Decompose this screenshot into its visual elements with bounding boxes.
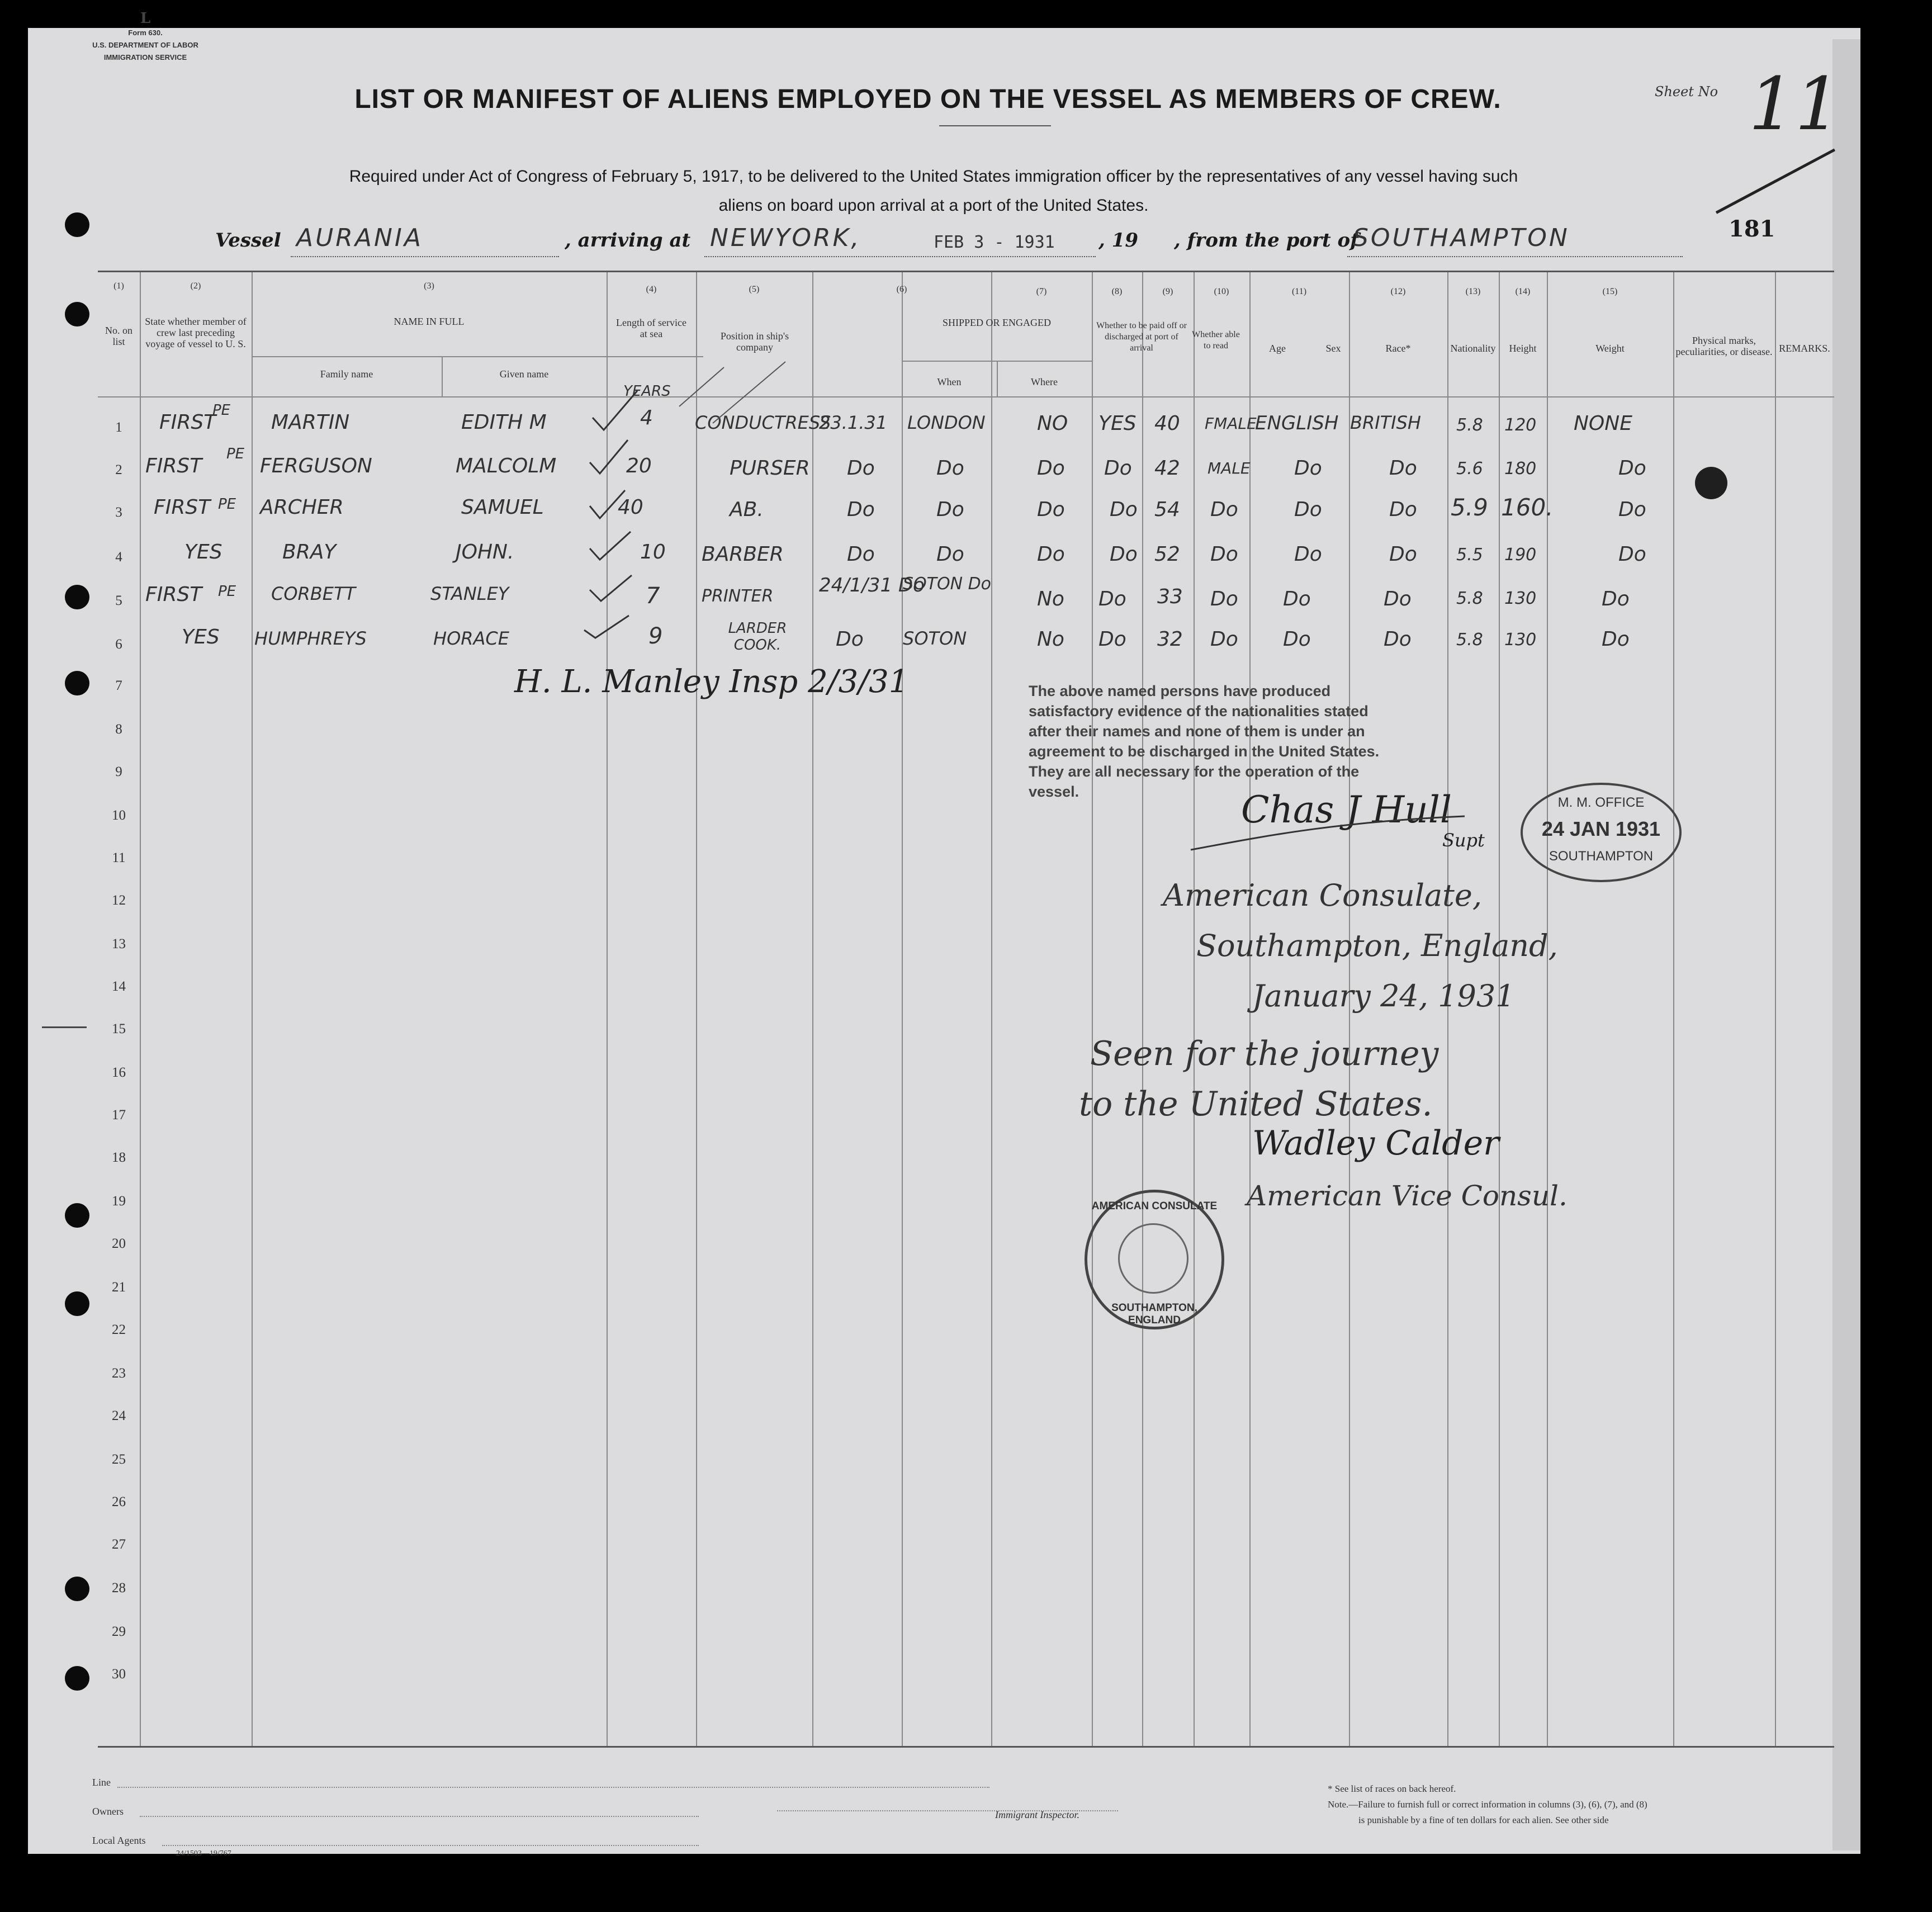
vessel-underline: [291, 256, 559, 257]
header-physical: Physical marks, peculiarities, or disease.: [1675, 335, 1773, 357]
row1-nationality: BRITISH: [1350, 412, 1421, 433]
ink-blot: [1695, 467, 1727, 499]
row3-sex: Do: [1210, 498, 1238, 521]
row1-age: 40: [1154, 412, 1180, 435]
row1-position: CONDUCTRESS: [695, 412, 831, 433]
consulate-seal: [1085, 1190, 1224, 1329]
arriving-label: , arriving at: [565, 229, 691, 252]
row1-paid: NO: [1037, 412, 1068, 435]
row6-weight: 130: [1504, 630, 1537, 650]
row-number: 21: [112, 1280, 126, 1295]
row-number: 19: [112, 1194, 126, 1209]
header-no-on-list: No. on list: [105, 325, 132, 347]
document-subtitle: [190, 162, 1677, 220]
row-number: 9: [115, 764, 122, 779]
row5-family: CORBETT: [271, 583, 356, 604]
row5-physical: Do: [1602, 588, 1630, 610]
row4-read: Do: [1110, 543, 1138, 566]
row6-race: Do: [1283, 628, 1311, 651]
row-number: 22: [112, 1322, 126, 1337]
punch-hole: [65, 1577, 89, 1601]
row5-position: PRINTER: [702, 586, 774, 606]
subtitle-line-1: Required under Act of Congress of February 5, 1917, to be delivered to the United States immigration officer by the representatives of any vessel having such: [349, 167, 1518, 186]
row6-service: 9: [648, 623, 663, 649]
row-number: 13: [112, 936, 126, 952]
seal-bottom-text: SOUTHAMPTON, ENGLAND: [1111, 1302, 1197, 1326]
footer-note-line-2: is punishable by a fine of ten dollars for each alien. See other side: [1358, 1815, 1609, 1825]
row-number: 5: [115, 593, 122, 608]
row3-race: Do: [1294, 498, 1322, 521]
row4-sex: Do: [1210, 543, 1238, 566]
colnum-8: (8): [1111, 287, 1123, 296]
footer-inspector: Immigrant Inspector.: [995, 1809, 1079, 1820]
vessel-name: AURANIA: [296, 224, 423, 252]
consulate-line-1: American Consulate,: [1163, 878, 1483, 913]
row5-paid: No: [1037, 588, 1064, 610]
row5-height: 5.8: [1456, 589, 1483, 608]
row2-weight: 180: [1504, 459, 1537, 479]
margin-tick: [42, 1026, 87, 1028]
row1-pe: PE: [212, 402, 231, 419]
row-number: 23: [112, 1366, 126, 1381]
row4-position: BARBER: [702, 543, 784, 566]
row-number: 12: [112, 893, 126, 908]
row1-race: ENGLISH: [1255, 412, 1339, 434]
header-given-name: Given name: [499, 368, 549, 380]
consulate-line-3: January 24, 1931: [1252, 978, 1515, 1014]
sheet-number: 11: [1749, 61, 1841, 146]
colnum-15: (15): [1602, 287, 1618, 296]
row-number: 30: [112, 1667, 126, 1682]
footer-races-note: * See list of races on back hereof.: [1328, 1783, 1456, 1794]
row2-physical: Do: [1618, 457, 1646, 480]
header-family-name: Family name: [320, 368, 373, 380]
row5-crew: FIRST: [145, 583, 202, 606]
colnum-7: (7): [1036, 287, 1047, 296]
punch-hole: [65, 1203, 89, 1228]
row1-physical: NONE: [1574, 412, 1632, 435]
header-where: Where: [1031, 376, 1058, 387]
years-note: YEARS: [623, 383, 671, 400]
row4-paid: Do: [1037, 543, 1065, 566]
row6-sex: Do: [1210, 628, 1238, 651]
header-height: Height: [1509, 343, 1537, 354]
row4-weight: 190: [1504, 545, 1537, 565]
row4-nationality: Do: [1389, 543, 1417, 566]
row3-service: 40: [618, 496, 643, 519]
row6-height: 5.8: [1456, 630, 1483, 650]
footer-line-label: Line: [92, 1777, 111, 1788]
row6-given: HORACE: [433, 628, 509, 649]
check-marks: [98, 272, 1834, 697]
form-header: [45, 12, 246, 64]
row4-physical: Do: [1618, 543, 1646, 566]
row6-family: HUMPHREYS: [254, 628, 367, 649]
row-number: 6: [115, 637, 122, 652]
row3-physical: Do: [1618, 498, 1646, 521]
master-title: Supt: [1442, 830, 1485, 851]
footer-owners-label: Owners: [92, 1806, 124, 1817]
footer-note-line-1: Note.—Failure to furnish full or correct information in columns (3), (6), (7), and (8): [1328, 1799, 1647, 1810]
mm-stamp-bottom: SOUTHAMPTON: [1549, 849, 1654, 864]
row1-sex: FMALE: [1205, 414, 1257, 433]
master-signature: Chas J Hull: [1241, 788, 1452, 831]
row3-position: AB.: [730, 498, 764, 521]
row3-given: SAMUEL: [461, 496, 544, 519]
colnum-1: (1): [113, 281, 124, 291]
eagle-emblem-icon: [1118, 1223, 1188, 1294]
from-port-label: , from the port of: [1174, 229, 1358, 252]
punch-hole: [65, 212, 89, 237]
row6-paid: No: [1037, 628, 1064, 651]
header-position: Position in ship's company: [720, 330, 789, 353]
seen-line-1: Seen for the journey: [1090, 1034, 1439, 1073]
row2-when: Do: [847, 457, 875, 480]
colnum-13: (13): [1465, 287, 1481, 296]
row-number: 24: [112, 1408, 126, 1423]
row-number: 29: [112, 1624, 126, 1639]
row2-pe: PE: [226, 446, 245, 462]
row3-read: Do: [1110, 498, 1138, 521]
arrival-date-stamp: FEB 3 - 1931: [934, 233, 1055, 252]
row2-read: Do: [1104, 457, 1132, 480]
punch-hole: [65, 671, 89, 695]
from-port-underline: [1347, 256, 1683, 257]
header-age: Age: [1269, 343, 1286, 354]
row5-where: SOTON Do: [903, 574, 992, 594]
row-number: 7: [115, 678, 122, 693]
row3-age: 54: [1154, 498, 1180, 521]
row2-given: MALCOLM: [456, 455, 557, 477]
row2-where: Do: [936, 457, 964, 480]
row-number: 14: [112, 979, 126, 994]
row2-family: FERGUSON: [260, 455, 372, 477]
vice-consul-title: American Vice Consul.: [1247, 1180, 1568, 1212]
mm-stamp-date: 24 JAN 1931: [1541, 817, 1661, 840]
row1-where: LONDON: [907, 412, 986, 433]
arriving-underline: [704, 256, 1096, 257]
row3-paid: Do: [1037, 498, 1065, 521]
header-nationality: Nationality: [1450, 343, 1496, 354]
row-number: 26: [112, 1494, 126, 1509]
row4-crew: YES: [184, 541, 222, 564]
row1-crew: FIRST: [159, 411, 216, 434]
row4-service: 10: [640, 541, 666, 564]
colnum-5: (5): [749, 285, 760, 294]
row-number: 10: [112, 808, 126, 823]
row3-when: Do: [847, 498, 875, 521]
row-number: 27: [112, 1537, 126, 1552]
header-paid-off: Whether to be paid off or discharged at port of arrival: [1096, 321, 1187, 353]
colnum-10: (10): [1214, 287, 1229, 296]
vice-consul-signature: Wadley Calder: [1252, 1124, 1499, 1163]
colnum-2: (2): [190, 281, 201, 291]
seal-top-text: AMERICAN CONSULATE: [1091, 1200, 1218, 1212]
subtitle-line-2: aliens on board upon arrival at a port of the United States.: [718, 196, 1149, 215]
row-number: 17: [112, 1108, 126, 1123]
header-state-whether: State whether member of crew last preceding voyage of vessel to U. S.: [145, 316, 247, 349]
header-able-to-read: Whether able to read: [1192, 330, 1240, 351]
row2-race: Do: [1294, 457, 1322, 480]
row3-where: Do: [936, 498, 964, 521]
row6-crew: YES: [182, 626, 220, 649]
row4-age: 52: [1154, 543, 1180, 566]
sheet-label: Sheet No: [1655, 84, 1718, 100]
row3-nationality: Do: [1389, 498, 1417, 521]
colnum-9: (9): [1162, 287, 1173, 296]
row1-read: YES: [1098, 412, 1137, 435]
punch-hole: [65, 585, 89, 609]
row6-position: LARDER COOK.: [728, 620, 787, 654]
row3-crew: FIRST: [154, 496, 211, 519]
header-name-in-full: NAME IN FULL: [394, 316, 465, 327]
seen-line-2: to the United States.: [1079, 1085, 1433, 1124]
row-number: 25: [112, 1452, 126, 1467]
header-race: Race*: [1385, 343, 1411, 354]
row3-height: 5.9: [1451, 494, 1488, 521]
row4-where: Do: [936, 543, 964, 566]
row-number: 1: [115, 420, 122, 435]
header-remarks: REMARKS.: [1779, 343, 1830, 354]
row-number: 3: [115, 505, 122, 520]
row6-nationality: Do: [1384, 628, 1412, 651]
footer-print-code: 24/1503—19/767: [176, 1849, 231, 1858]
row-number: 8: [115, 722, 122, 737]
colnum-14: (14): [1515, 287, 1531, 296]
year-label: , 19: [1098, 229, 1138, 252]
row-number: 2: [115, 462, 122, 477]
row2-paid: Do: [1037, 457, 1065, 480]
row-number: 18: [112, 1150, 126, 1165]
from-port: SOUTHAMPTON: [1353, 224, 1570, 252]
row5-given: STANLEY: [430, 583, 509, 604]
inspector-signature: H. L. Manley Insp 2/3/31: [514, 664, 909, 700]
row6-read: Do: [1098, 628, 1126, 651]
row5-pe: PE: [218, 583, 236, 600]
row2-nationality: Do: [1389, 457, 1417, 480]
row-number: 15: [112, 1021, 126, 1037]
row1-height: 5.8: [1456, 415, 1483, 435]
row-number: 28: [112, 1580, 126, 1596]
footer-line-dots: [117, 1787, 989, 1788]
row2-service: 20: [626, 455, 652, 477]
row5-nationality: Do: [1384, 588, 1412, 610]
row6-age: 32: [1157, 628, 1183, 651]
row6-physical: Do: [1602, 628, 1630, 651]
row3-weight: 160.: [1501, 494, 1554, 521]
page-edge: [1832, 39, 1860, 1851]
row5-race: Do: [1283, 588, 1311, 610]
crew-table: [98, 271, 1834, 1748]
colnum-3: (3): [424, 281, 434, 291]
punch-hole: [65, 1666, 89, 1691]
row2-height: 5.6: [1456, 459, 1483, 479]
mm-office-stamp: [1521, 783, 1682, 882]
row3-pe: PE: [218, 496, 236, 513]
row4-when: Do: [847, 543, 875, 566]
header-shipped: SHIPPED OR ENGAGED: [942, 317, 1051, 328]
row1-family: MARTIN: [271, 411, 350, 434]
footer-agents-dots: [162, 1845, 699, 1846]
row5-age: 33: [1157, 585, 1183, 608]
row5-read: Do: [1098, 588, 1126, 610]
row5-service: 7: [646, 583, 660, 609]
signature-flourish: [1185, 805, 1476, 855]
row-number: 20: [112, 1236, 126, 1251]
row4-height: 5.5: [1456, 545, 1483, 565]
title-rule: [939, 125, 1051, 126]
row3-family: ARCHER: [260, 496, 344, 519]
row-number: 16: [112, 1065, 126, 1080]
footer-agents-label: Local Agents: [92, 1835, 146, 1846]
row2-age: 42: [1154, 457, 1180, 480]
row1-weight: 120: [1504, 415, 1537, 435]
row2-sex: MALE: [1208, 459, 1251, 477]
row5-sex: Do: [1210, 588, 1238, 610]
row4-family: BRAY: [282, 541, 337, 564]
header-length-service: Length of service at sea: [616, 317, 686, 339]
document-title: LIST OR MANIFEST OF ALIENS EMPLOYED ON THE VESSEL AS MEMBERS OF CREW.: [354, 84, 1502, 114]
row5-when: 24/1/31 Do: [819, 574, 925, 597]
department: U.S. DEPARTMENT OF LABOR: [92, 41, 198, 49]
row5-weight: 130: [1504, 589, 1537, 608]
row-number: 11: [112, 850, 126, 865]
row2-crew: FIRST: [145, 455, 202, 477]
colnum-12: (12): [1390, 287, 1406, 296]
consulate-line-2: Southampton, England,: [1196, 928, 1558, 963]
row1-service: 4: [640, 406, 653, 429]
colnum-4: (4): [646, 285, 657, 294]
footer-owners-dots: [140, 1816, 699, 1817]
punch-hole: [65, 1291, 89, 1316]
form-mark: L: [140, 10, 151, 27]
sheet-count: 181: [1729, 216, 1775, 242]
header-weight: Weight: [1595, 343, 1625, 354]
row1-when: 23.1.31: [819, 412, 888, 433]
mm-stamp-top: M. M. OFFICE: [1557, 795, 1645, 810]
row-number: 4: [115, 550, 122, 565]
row6-when: Do: [836, 628, 864, 651]
colnum-11: (11): [1291, 287, 1307, 296]
arriving-port: NEWYORK,: [710, 224, 861, 252]
row1-given: EDITH M: [461, 411, 547, 434]
punch-hole: [65, 302, 89, 326]
header-sex: Sex: [1325, 343, 1341, 354]
form-number: Form 630.: [128, 29, 163, 37]
nationality-statement: The above named persons have produced satisfactory evidence of the nationalities stated after their names and none of them is under an agreement to be discharged in the United States. They are all necessary for the operation of the vessel.: [1029, 683, 1380, 800]
header-when: When: [937, 376, 962, 387]
service: IMMIGRATION SERVICE: [103, 53, 187, 61]
colnum-6: (6): [896, 285, 907, 294]
row6-where: SOTON: [903, 628, 967, 649]
row4-given: JOHN.: [456, 541, 514, 564]
vessel-label: Vessel: [215, 229, 281, 252]
row2-position: PURSER: [730, 457, 810, 480]
row4-race: Do: [1294, 543, 1322, 566]
